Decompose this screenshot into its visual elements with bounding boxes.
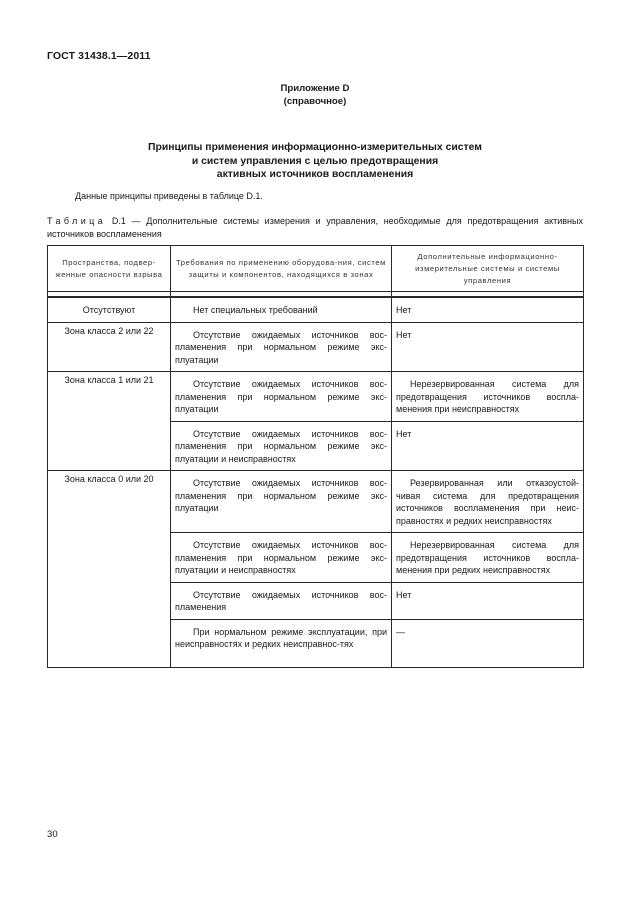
table-caption-text: D.1 — Дополнительные системы измерения и управления, необходимые для предотвращения активных источников воспламенения	[47, 216, 583, 239]
appendix-title: Приложение D	[280, 83, 350, 94]
requirement-cell: Отсутствие ожидаемых источников вос-пламенения при нормальном режиме экс-плуатации	[171, 471, 392, 533]
system-cell: Нет	[392, 582, 584, 619]
zone-cell: Отсутствуют	[48, 297, 171, 322]
section-title-line: активных источников воспламенения	[216, 169, 414, 180]
column-header-systems: Дополнительные информационно-измерительные системы и системы управления	[392, 246, 584, 292]
requirement-cell: Отсутствие ожидаемых источников вос-пламенения при нормальном режиме экс-плуатации и неисправностях	[171, 421, 392, 471]
requirement-cell: При нормальном режиме эксплуатации, при неисправностях и редких неисправнос-тях	[171, 619, 392, 667]
appendix-heading	[0, 82, 630, 108]
column-header-zones: Пространства, подвер-женные опасности взрыва	[48, 246, 171, 292]
section-title-line: и систем управления с целью предотвращения	[191, 155, 439, 167]
column-header-requirements: Требования по применению оборудова-ния, систем защиты и компонентов, находящихся в зонах	[171, 246, 392, 292]
section-title-line: Принципы применения информационно-измерительных систем	[148, 142, 482, 153]
page-number: 30	[47, 829, 58, 840]
document-id: ГОСТ 31438.1—2011	[47, 50, 151, 62]
system-cell: Резервированная или отказоустой-чивая система для предотвращения источников воспламенения при неис-правностях и редких неисправностях	[392, 471, 584, 533]
system-cell: Нерезервированная система для предотвращения источников воспла-менения при неисправностях	[392, 372, 584, 422]
table-row	[48, 322, 584, 372]
table-row	[48, 471, 584, 533]
system-cell: —	[392, 619, 584, 667]
table-header-row	[48, 246, 584, 292]
intro-paragraph: Данные принципы приведены в таблице D.1.	[75, 191, 263, 201]
requirement-cell: Нет специальных требований	[171, 297, 392, 322]
table-caption-label: Таблица	[47, 216, 107, 226]
zone-cell: Зона класса 0 или 20	[48, 471, 171, 668]
system-cell: Нет	[392, 297, 584, 322]
requirement-cell: Отсутствие ожидаемых источников вос-пламенения	[171, 582, 392, 619]
table-row	[48, 297, 584, 322]
requirement-cell: Отсутствие ожидаемых источников вос-пламенения при нормальном режиме экс-плуатации	[171, 322, 392, 372]
appendix-subtitle: (справочное)	[283, 96, 347, 107]
requirement-cell: Отсутствие ожидаемых источников вос-пламенения при нормальном режиме экс-плуатации	[171, 372, 392, 422]
system-cell: Нет	[392, 421, 584, 471]
table-row	[48, 372, 584, 422]
table-caption	[47, 215, 583, 241]
requirement-cell: Отсутствие ожидаемых источников вос-пламенения при нормальном режиме экс-плуатации и неисправностях	[171, 533, 392, 583]
zone-cell: Зона класса 2 или 22	[48, 322, 171, 372]
section-title	[0, 141, 630, 182]
requirements-table	[47, 245, 584, 668]
zone-cell: Зона класса 1 или 21	[48, 372, 171, 471]
system-cell: Нерезервированная система для предотвращения источников воспла-менения при редких неисправностях	[392, 533, 584, 583]
system-cell: Нет	[392, 322, 584, 372]
